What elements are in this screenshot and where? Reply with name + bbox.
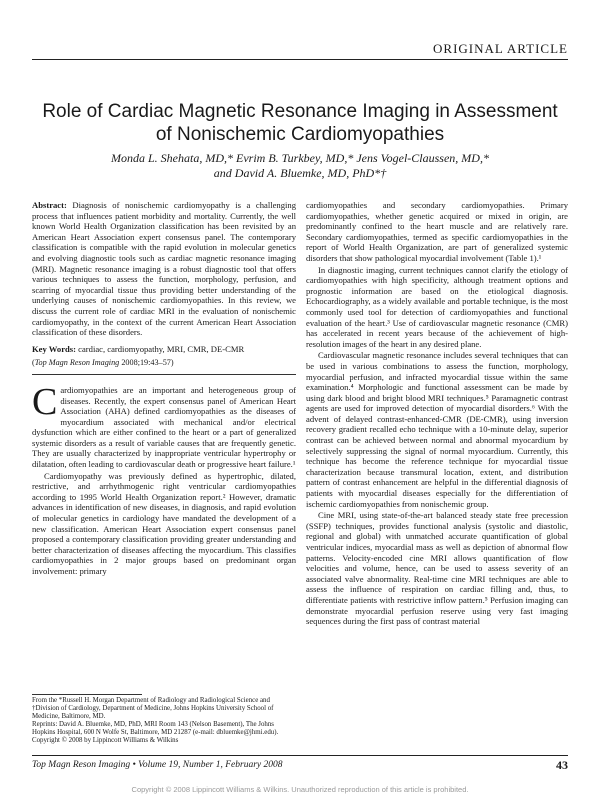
page-number: 43 bbox=[556, 758, 568, 772]
affiliation-from: From the *Russell H. Morgan Department of Radiology and Radiological Science and †Division of Cardiology, Department of Medicine, Johns Hopkins University School of Medicine, Baltimore, MD. bbox=[32, 697, 274, 720]
abstract-text: Diagnosis of nonischemic cardiomyopathy is a challenging process that influences patient morbidity and mortality. Currently, the well known World Health Organization classification has been revisited by an American Heart Association expert consensus panel. The contemporary classification is compatible with the rapid evolution in molecular genetics and evolving diagnostic tools such as cardiac magnetic resonance imaging (MRI). Magnetic resonance imaging is a robust diagnostic tool that offers various techniques to assess the function, morphology, perfusion, and scarring of myocardial tissue thus providing better understanding of the underlying causes of nonischemic cardiomyopathies. In this review, we discuss the current role of cardiac MRI in the evaluation of nonischemic cardiomyopathy, in the context of the current American Heart Association classification of these disorders. bbox=[32, 200, 296, 338]
authors-line-2: and David A. Bluemke, MD, PhD*† bbox=[213, 166, 387, 180]
citation bbox=[32, 358, 296, 369]
affiliations bbox=[32, 697, 296, 745]
right-paragraph-3: Cardiovascular magnetic resonance includes several techniques that can be used in various combinations to assess the function, morphology, myocardial perfusion, and infracted myocardial tissue within the same examination.⁴ Morphologic and functional assessment can be made by using dark blood and bright blood MRI techniques.⁵ Paramagnetic contrast agents are used for improved detection of myocardial disorders.⁶ With the advent of delayed contrast-enhanced-CMR (DE-CMR), using inversion recovery gradient recalled echo technique with a 10-minute delay, superior contrast can be achieved between normal and abnormal myocardium by selectively suppressing the signal of normal myocardium. Currently, this technique has become the reference technique for myocardial tissue characterization because transmural location, extent, and distribution pattern of contrast enhancement are helpful in the differential diagnosis of patients with myocardial diseases especially for the differentiation of ischemic cardiomyopathies from nonischemic group. bbox=[306, 350, 568, 509]
abstract-label: Abstract: bbox=[32, 200, 67, 210]
keywords-text: cardiac, cardiomyopathy, MRI, CMR, DE-CMR bbox=[76, 343, 245, 354]
footer-rule bbox=[32, 755, 568, 756]
authors-line-1: Monda L. Shehata, MD,* Evrim B. Turkbey, MD,* Jens Vogel-Claussen, MD,* bbox=[111, 151, 489, 165]
citation-journal: Top Magn Reson Imaging bbox=[34, 358, 120, 368]
footer-journal: Top Magn Reson Imaging • Volume 19, Number 1, February 2008 bbox=[32, 760, 283, 770]
affiliation-copyright: Copyright © 2008 by Lippincott Williams & Wilkins bbox=[32, 737, 179, 744]
header-rule bbox=[32, 59, 568, 60]
article-title: Role of Cardiac Magnetic Resonance Imaging in Assessment of Nonischemic Cardiomyopathies bbox=[42, 101, 558, 145]
right-paragraph-1: cardiomyopathies and secondary cardiomyopathies. Primary cardiomyopathies, whether genetic acquired or mixed in origin, are predominantly confined to the heart muscle and are relatively rare. Secondary cardiomyopathies, termed as specific cardiomyopathies in the report of World Health Organization, are part of generalized systemic disorders that show pathological myocardial involvement (Table 1).¹ bbox=[306, 200, 568, 263]
copyright-notice: Copyright © 2008 Lippincott Williams & Wilkins. Unauthorized reproduction of this article is prohibited. bbox=[131, 785, 469, 794]
right-paragraph-4: Cine MRI, using state-of-the-art balanced steady state free precession (SSFP) techniques, provides functional analysis (systolic and diastolic, regional and global) with unmatched accurate quantification of global ventricular indices, myocardial mass as well as depiction of abnormal flow patterns. Velocity-encoded cine MRI allows quantification of flow velocities and volume, hence, can be used to assess severity of an associated valve abnormality. Real-time cine MRI techniques are able to assess the influence of respiration on cardiac filling and, thus, to differentiate patients with restrictive inflow pattern.⁵ Perfusion imaging can demonstrate myocardial perfusion reserve using very fast imaging sequences during the first pass of contrast material bbox=[306, 510, 568, 627]
body-paragraph-2: Cardiomyopathy was previously defined as hypertrophic, dilated, restrictive, and arrhythmogenic right ventricular cardiomyopathies according to 1995 World Health Organization report.² However, dramatic advances in identification of new diseases, in diagnosis, and rapid evolution of molecular genetics in cardiology have mandated the development of a new classification. American Heart Association expert consensus panel proposed a contemporary classification providing greater understanding and better characterization of diseases affecting the myocardium. This classifies cardiomyopathies in 2 major groups based on predominant organ involvement: primary bbox=[32, 470, 296, 576]
abstract-separator bbox=[32, 374, 296, 375]
footnote-rule bbox=[32, 694, 142, 695]
body-paragraph-1-text: ardiomyopathies are an important and heterogeneous group of diseases. Recently, the expert consensus panel of American Heart Association (AHA) defined cardiomyopathies as the diseases of myocardium associated with mechanical and/or electrical dysfunction which are either confined to the heart or a part of generalized systemic disorders as a result of variable causes that are frequently genetic. They are usually characterized by inappropriate ventricular hypertrophy or dilatation, often leading to cardiovascular death or progressive heart failure.¹ bbox=[32, 384, 296, 470]
abstract bbox=[32, 200, 296, 338]
author-list bbox=[70, 151, 530, 181]
left-column bbox=[32, 200, 296, 578]
keywords-label: Key Words: bbox=[32, 343, 77, 354]
right-paragraph-2: In diagnostic imaging, current techniques cannot clarify the etiology of cardiomyopathies with high specificity, although treatment options and prognostic information are based on the etiological diagnosis. Echocardiography, as a widely available and portable technique, is the most commonly used tool for detection of cardiomyopathies and functional evaluation of the heart.³ Use of cardiovascular magnetic resonance (CMR) has accelerated in recent years because of the achievement of high-resolution images of the heart in any desired plane. bbox=[306, 264, 568, 349]
citation-open: ( bbox=[32, 358, 35, 368]
right-column bbox=[306, 200, 568, 628]
citation-rest: 2008;19:43–57) bbox=[119, 358, 174, 368]
body-paragraph-1 bbox=[32, 380, 296, 470]
drop-cap: C bbox=[32, 380, 58, 423]
section-label: ORIGINAL ARTICLE bbox=[433, 41, 568, 56]
affiliation-reprints: Reprints: David A. Bluemke, MD, PhD, MRI Room 143 (Nelson Basement), The Johns Hopkins Hospital, 600 N Wolfe St, Baltimore, MD 21287 (e-mail: dbluemke@jhmi.edu). bbox=[32, 721, 279, 736]
keywords bbox=[32, 344, 296, 355]
